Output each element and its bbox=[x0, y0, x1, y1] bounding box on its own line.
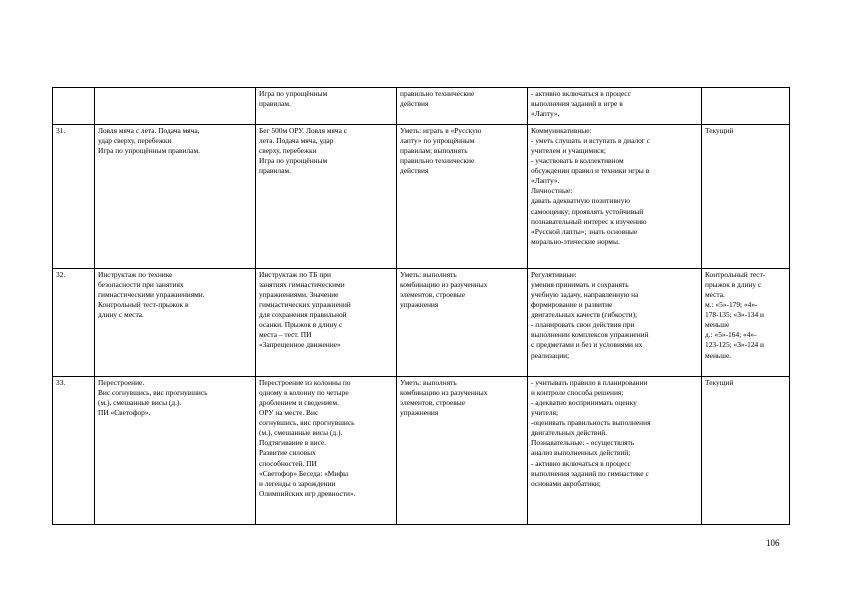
lesson-content-cell: Бег 500м ОРУ. Ловля мяча с лета. Подача мяча, удар сверху, перебежки Игра по упрощённым правилам. bbox=[256, 125, 397, 269]
control-type-cell: Контрольный тест- прыжок в длину с места. м.: «5»-179; «4»- 178-135; «3»-134 и меньше д.: «5»-164; «4»- 123-125; «3»-124 и меньше. bbox=[702, 269, 790, 377]
table-row-lesson-31 bbox=[53, 125, 790, 269]
control-type-cell: Текущий bbox=[702, 377, 790, 525]
uud-cell: Коммуникативные: - уметь слушать и вступать в диалог с учителем и учащимися; - участвовать в коллективном обсуждении правил и техники игры в «Лапту». Личностные: давать адекватную позитивную самооценку; проявлять устойчивый познавательный интерес к изучению «Русской лапты»; знать основные морально-этические нормы. bbox=[528, 125, 702, 269]
lesson-theme-cell: Инструктаж по технике безопасности при занятиях гимнастическими упражнениями. Контрольный тест-прыжок в длину с места. bbox=[95, 269, 256, 377]
lesson-number-cell: 32. bbox=[53, 269, 95, 377]
subject-results-cell: Уметь: выполнять комбинацию из разученных элементов, строевые упражнения bbox=[397, 377, 528, 525]
lesson-number-cell bbox=[53, 88, 95, 125]
subject-results-cell: Уметь: играть в «Русскую лапту» по упрощённым правилам; выполнять правильно технические действия bbox=[397, 125, 528, 269]
lesson-number-cell: 33. bbox=[53, 377, 95, 525]
lesson-plan-table bbox=[52, 87, 790, 525]
lesson-theme-cell: Перестроение. Вис согнувшись, вис прогнувшись (м.), смешанные висы (д.). ПИ «Светофор». bbox=[95, 377, 256, 525]
control-type-cell bbox=[702, 88, 790, 125]
uud-cell: Регулятивные: умения принимать и сохранять учебную задачу, направленную на формирование и развитие двигательных качеств (гибкости); - планировать свои действия при выполнении комплексов упражнений с предметами и без и условиями их реализации; bbox=[528, 269, 702, 377]
lesson-number-cell: 31. bbox=[53, 125, 95, 269]
table-row-continued bbox=[53, 88, 790, 125]
lesson-content-cell: Инструктаж по ТБ при занятиях гимнастическими упражнениями. Значение гимнастических упражнений для сохранения правильной осанки. Прыжок в длину с места – тест. ПИ «Запрещенное движение» bbox=[256, 269, 397, 377]
uud-cell: - учитывать правило в планировании и контроле способа решения; - адекватно воспринимать оценку учителя; -оценивать правильность выполнения двигательных действий. Познавательные: - осуществлять анализ выполненных действий; - активно включаться в процесс выполнения заданий по гимнастике с основами акробатики; bbox=[528, 377, 702, 525]
lesson-content-cell: Игра по упрощённым правилам. bbox=[256, 88, 397, 125]
lesson-theme-cell: Ловля мяча с лета. Подача мяча, удар сверху, перебежки Игра по упрощённым правилам. bbox=[95, 125, 256, 269]
subject-results-cell: Уметь: выполнять комбинацию из разученных элементов, строевые упражнения bbox=[397, 269, 528, 377]
table-row-lesson-33 bbox=[53, 377, 790, 525]
control-type-cell: Текущий bbox=[702, 125, 790, 269]
lesson-theme-cell bbox=[95, 88, 256, 125]
table-row-lesson-32 bbox=[53, 269, 790, 377]
subject-results-cell: правильно технические действия bbox=[397, 88, 528, 125]
lesson-content-cell: Перестроение из колонны по одному в колонну по четыре дроблением и сведением. ОРУ на месте. Вис согнувшись, вис прогнувшись (м.), смешанные висы (д.). Подтягивание в висе. Развитие силовых способностей. ПИ «Светофор» Беседа: «Мифы и легенды о зарождении Олимпийских игр древности». bbox=[256, 377, 397, 525]
uud-cell: - активно включаться в процесс выполнения заданий в игре в «Лапту», bbox=[528, 88, 702, 125]
page-number: 106 bbox=[766, 538, 780, 548]
